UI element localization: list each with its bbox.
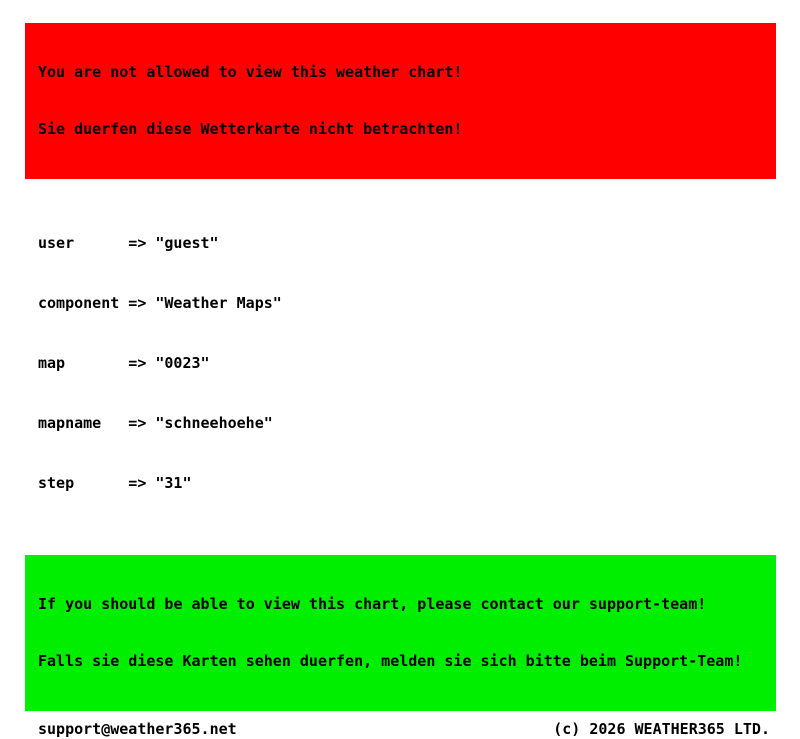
detail-value: "31"	[155, 474, 192, 492]
error-banner-line-de: Sie duerfen diese Wetterkarte nicht betrachten!	[38, 120, 463, 138]
detail-key: step	[38, 474, 75, 492]
info-banner-line-de: Falls sie diese Karten sehen duerfen, melden sie sich bitte beim Support-Team!	[38, 652, 743, 670]
detail-row-map	[38, 353, 776, 373]
detail-arrow: =>	[128, 294, 147, 312]
detail-key: mapname	[38, 414, 102, 432]
detail-arrow: =>	[128, 234, 147, 252]
detail-key: map	[38, 354, 66, 372]
detail-row-component	[38, 293, 776, 313]
detail-row-mapname	[38, 413, 776, 433]
info-banner-line-en: If you should be able to view this chart, please contact our support-team!	[38, 595, 707, 613]
error-banner-line-en: You are not allowed to view this weather chart!	[38, 63, 463, 81]
page-content	[25, 23, 776, 739]
detail-value: "schneehoehe"	[155, 414, 273, 432]
support-email: support@weather365.net	[38, 720, 237, 738]
detail-value: "guest"	[155, 234, 219, 252]
detail-row-user	[38, 233, 776, 253]
access-details	[38, 193, 776, 533]
footer	[25, 719, 776, 739]
detail-key: user	[38, 234, 75, 252]
copyright-notice: (c) 2026 WEATHER365 LTD.	[553, 720, 770, 738]
detail-value: "Weather Maps"	[155, 294, 282, 312]
detail-arrow: =>	[128, 414, 147, 432]
info-banner	[25, 555, 776, 711]
detail-value: "0023"	[155, 354, 210, 372]
detail-row-step	[38, 473, 776, 493]
detail-arrow: =>	[128, 474, 147, 492]
detail-arrow: =>	[128, 354, 147, 372]
error-banner	[25, 23, 776, 179]
detail-key: component	[38, 294, 120, 312]
